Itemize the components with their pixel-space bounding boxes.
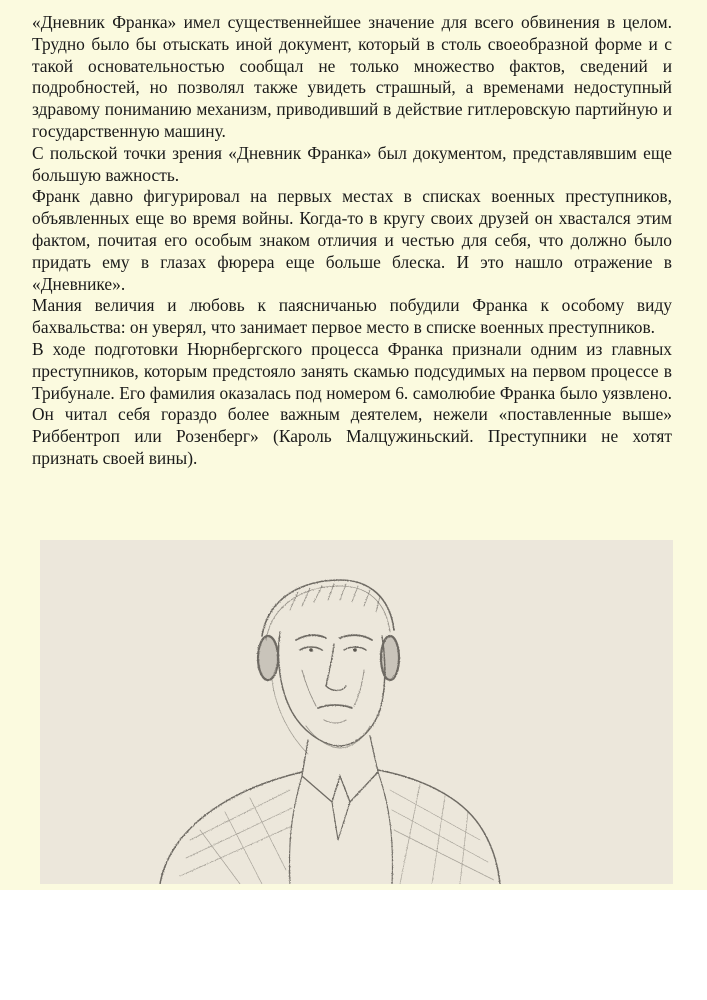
pencil-sketch-portrait bbox=[40, 540, 673, 884]
paragraph-2: С польской точки зрения «Дневник Франка» был документом, представлявшим еще большую важность. bbox=[32, 142, 672, 185]
paragraph-3: Франк давно фигурировал на первых местах в списках военных преступников, объявленных еще во время войны. Когда-то в кругу своих друзей он хвастался этим фактом, почитая его особым знаком отличия и честью для себя, что должно было придать ему в глазах фюрера еще больше блеска. И это нашло отражение в «Дневнике». bbox=[32, 186, 672, 294]
paragraph-4: Мания величия и любовь к паясничанью побудили Франка к особому виду бахвальства: он уверял, что занимает первое место в списке военных преступников. bbox=[32, 295, 672, 338]
paragraph-5: В ходе подготовки Нюрнбергского процесса Франка признали одним из главных преступников, которым предстояло занять скамью подсудимых на первом процессе в Трибунале. Его фамилия оказалась под номером 6. самолюбие Франка было уязвлено. Он читал себя гораздо более важным деятелем, нежели «поставленные выше» Риббентроп или Розенберг» (Кароль Малцужиньский. Преступники не хотят признать своей вины). bbox=[32, 338, 672, 468]
article-text bbox=[32, 12, 672, 470]
sketch-figure bbox=[160, 580, 500, 884]
sketch-drawing bbox=[40, 540, 673, 884]
paragraph-1: «Дневник Франка» имел существеннейшее значение для всего обвинения в целом. Трудно было бы отыскать иной документ, который в столь своеобразной форме и с такой основательностью сообщал не только множество фактов, сведений и подробностей, но позволял также увидеть страшный, а временами недоступный здравому пониманию механизм, приводивший в действие гитлеровскую партийную и государственную машину. bbox=[32, 12, 672, 141]
